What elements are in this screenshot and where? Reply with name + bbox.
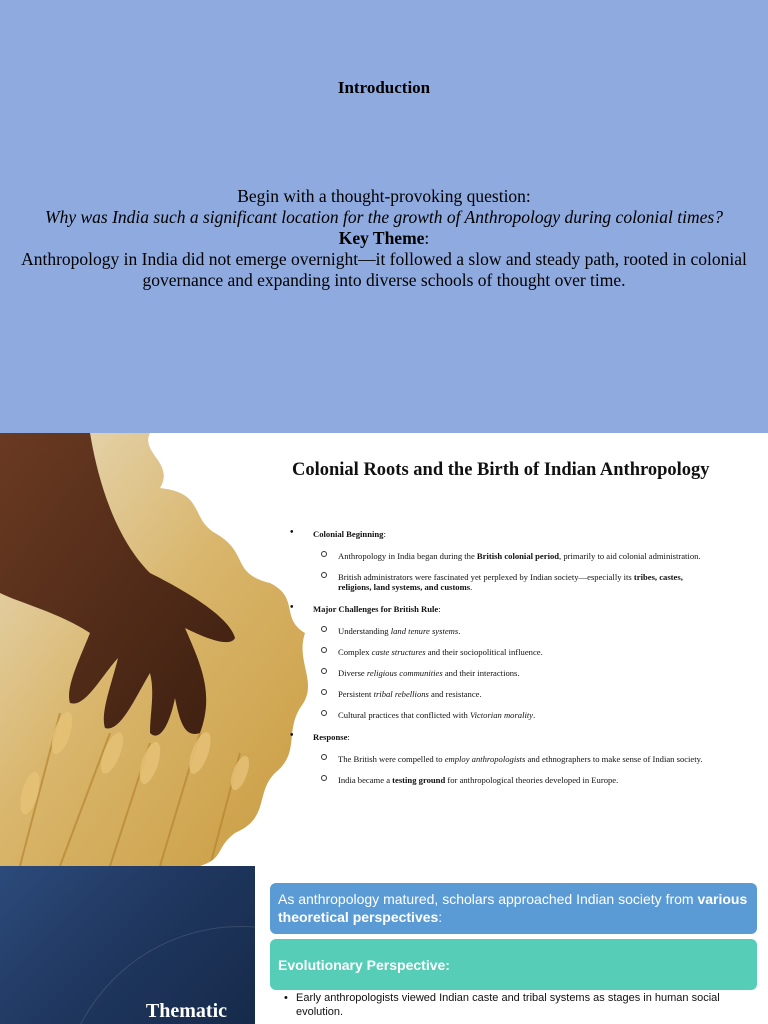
list-item-text: .	[470, 582, 473, 592]
list-item-emphasis: tribal rebellions	[373, 689, 429, 699]
key-theme-label: Key Theme	[338, 228, 425, 248]
list-item	[290, 647, 710, 657]
evolutionary-perspective-heading: Evolutionary Perspective:	[278, 956, 450, 973]
circle-bullet-icon	[321, 710, 327, 716]
list-item	[290, 626, 710, 636]
intro-prompt: Begin with a thought-provoking question:	[237, 186, 531, 206]
list-item-text: Cultural practices that conflicted with	[338, 710, 470, 720]
bullet-icon: •	[284, 992, 288, 1004]
bullet-icon: •	[290, 527, 294, 538]
section-heading	[290, 529, 710, 539]
circle-bullet-icon	[321, 754, 327, 760]
section-heading-colon: :	[438, 604, 441, 614]
list-item-text: Complex	[338, 647, 372, 657]
evolutionary-bullet-text: Early anthropologists viewed Indian caste and tribal systems as stages in human social evolution.	[296, 992, 720, 1018]
section-heading-colon: :	[347, 732, 350, 742]
section-group	[290, 732, 710, 785]
perspectives-intro-text: As anthropology matured, scholars approached Indian society from	[278, 891, 698, 907]
intro-slide	[0, 0, 768, 433]
evolutionary-bullet	[284, 991, 766, 1019]
list-item-emphasis: land tenure systems	[390, 626, 459, 636]
section-group	[290, 529, 710, 592]
list-item	[290, 775, 710, 785]
title-panel	[0, 866, 255, 1024]
perspectives-colon: :	[438, 909, 443, 925]
colonial-roots-slide	[0, 433, 768, 866]
list-item-text: , primarily to aid colonial administration.	[559, 551, 701, 561]
list-item-emphasis: religious communities	[366, 668, 443, 678]
list-item-emphasis: tribes, castes, religions, land systems, and customs	[338, 572, 683, 592]
hand-touching-wheat-photo	[0, 433, 330, 866]
list-item	[290, 710, 710, 720]
circle-bullet-icon	[321, 668, 327, 674]
circle-bullet-icon	[321, 689, 327, 695]
perspectives-intro-box	[270, 883, 757, 934]
key-theme-text: Anthropology in India did not emerge overnight—it followed a slow and steady path, rooted in colonial governance and expanding into diverse schools of thought over time.	[21, 249, 747, 290]
list-item-emphasis: caste structures	[371, 647, 426, 657]
list-item-text: and ethnographers to make sense of Indian society.	[525, 754, 703, 764]
evolutionary-perspective-box	[270, 939, 757, 990]
bullet-icon: •	[290, 730, 294, 741]
key-theme-heading	[14, 228, 754, 249]
list-item	[290, 551, 710, 561]
section-heading-colon: :	[383, 529, 386, 539]
perspectives-emphasis: various theoretical perspectives	[278, 891, 748, 925]
list-item-text: and their interactions.	[442, 668, 520, 678]
list-item-text: .	[533, 710, 536, 720]
list-item-text: and their sociopolitical influence.	[425, 647, 543, 657]
list-item	[290, 572, 710, 592]
list-item-emphasis: British colonial period	[476, 551, 560, 561]
list-item-text: British administrators were fascinated yet perplexed by Indian society—especially its	[338, 572, 634, 582]
section-group	[290, 604, 710, 720]
bullet-list	[290, 529, 710, 797]
circle-bullet-icon	[321, 626, 327, 632]
list-item-text: Anthropology in India began during the	[338, 551, 477, 561]
intro-body	[14, 186, 754, 291]
thematic-slide	[0, 866, 768, 1024]
panel-title: Thematic	[145, 1000, 227, 1022]
list-item-text: The British were compelled to	[338, 754, 445, 764]
list-item	[290, 754, 710, 764]
circle-bullet-icon	[321, 775, 327, 781]
list-item-text: .	[458, 626, 461, 636]
list-item-text: Persistent	[338, 689, 374, 699]
list-item	[290, 689, 710, 699]
list-item-emphasis: testing ground	[392, 775, 446, 785]
list-item-emphasis: Victorian morality	[469, 710, 534, 720]
list-item-text: and resistance.	[428, 689, 482, 699]
slide-title: Introduction	[337, 78, 431, 97]
section-heading-text: Colonial Beginning	[313, 529, 384, 539]
section-heading-text: Major Challenges for British Rule	[313, 604, 439, 614]
list-item-emphasis: employ anthropologists	[444, 754, 526, 764]
section-heading	[290, 732, 710, 742]
section-heading	[290, 604, 710, 614]
intro-question: Why was India such a significant location for the growth of Anthropology during colonial times?	[45, 207, 723, 227]
list-item-text: for anthropological theories developed in Europe.	[445, 775, 619, 785]
section-heading-text: Response	[313, 732, 348, 742]
key-theme-colon: :	[424, 228, 430, 248]
slide-title: Colonial Roots and the Birth of Indian Anthropology	[292, 460, 710, 480]
circle-bullet-icon	[321, 551, 327, 557]
list-item-text: Diverse	[338, 668, 367, 678]
list-item-text: Understanding	[338, 626, 391, 636]
list-item-text: India became a	[338, 775, 393, 785]
circle-bullet-icon	[321, 572, 327, 578]
list-item	[290, 668, 710, 678]
circle-bullet-icon	[321, 647, 327, 653]
bullet-icon: •	[290, 602, 294, 613]
